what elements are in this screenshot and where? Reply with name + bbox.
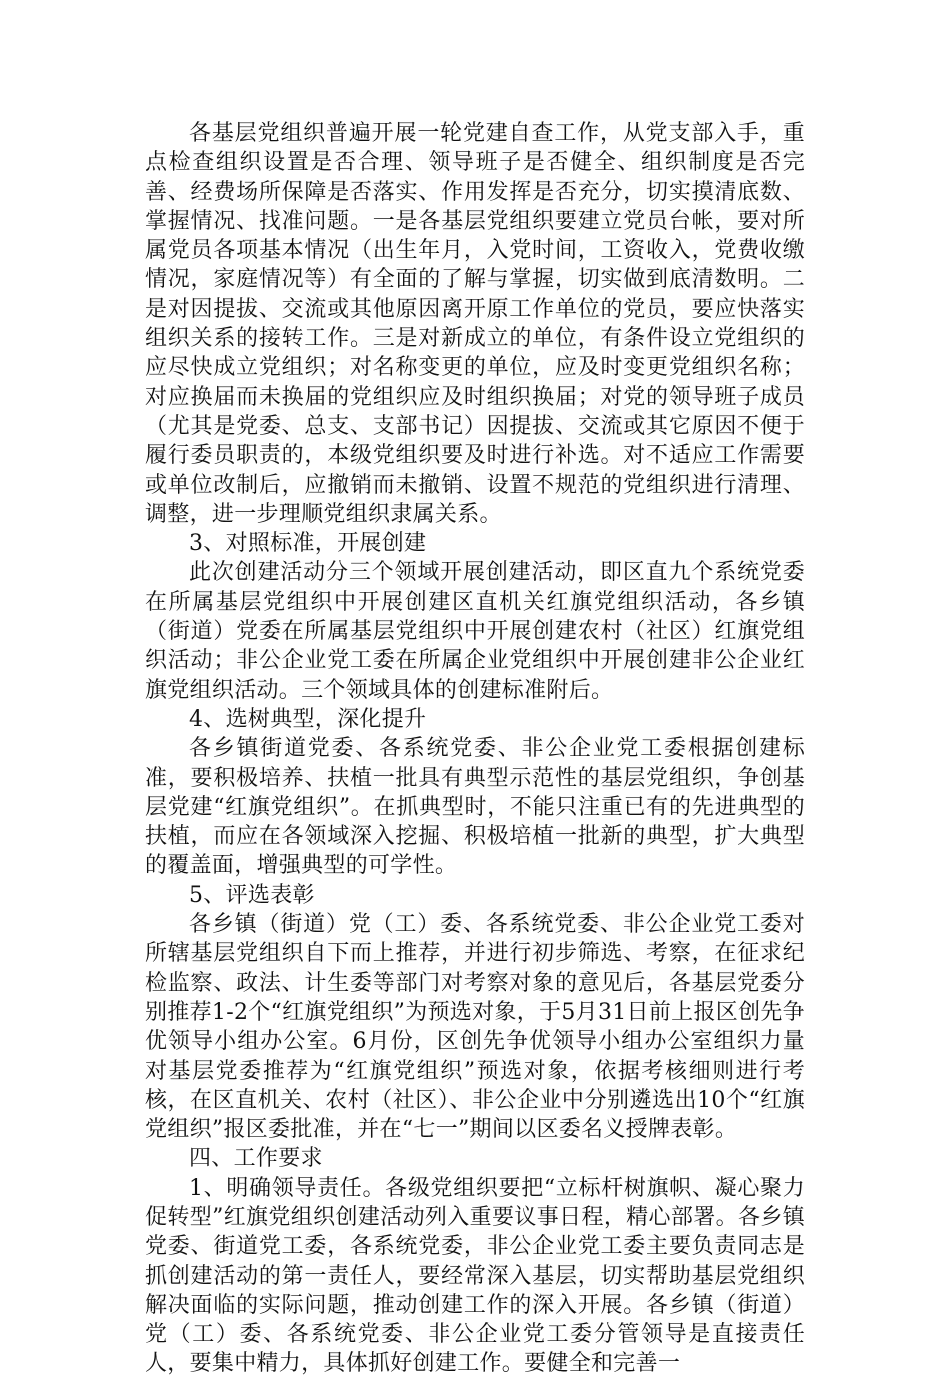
paragraph-creation-activities: 此次创建活动分三个领域开展创建活动，即区直九个系统党委在所属基层党组织中开展创建区直机关红旗党组织活动，各乡镇（街道）党委在所属基层党组织中开展创建农村（社区）红旗党组织活动；非公企业党工委在所属企业党组织中开展创建非公企业红旗党组织活动。三个领域具体的创建标准附后。 — [145, 560, 805, 703]
heading-selection-awards: 5、评选表彰 — [189, 882, 315, 908]
paragraph-self-inspection: 各基层党组织普遍开展一轮党建自查工作，从党支部入手，重点检查组织设置是否合理、领导班子是否健全、组织制度是否完善、经费场所保障是否落实、作用发挥是否充分，切实摸清底数、掌握情况、找准问题。一是各基层党组织要建立党员台帐，要对所属党员各项基本情况（出生年月，入党时间，工资收入，党费收缴情况，家庭情况等）有全面的了解与掌握，切实做到底清数明。二是对因提拔、交流或其他原因离开原工作单位的党员，要应快落实组织关系的接转工作。三是对新成立的单位，有条件设立党组织的应尽快成立党组织；对名称变更的单位，应及时变更党组织名称；对应换届而未换届的党组织应及时组织换届；对党的领导班子成员（尤其是党委、总支、支部书记）因提拔、交流或其它原因不便于履行委员职责的，本级党组织要及时进行补选。对不适应工作需要或单位改制后，应撤销而未撤销、设置不规范的党组织进行清理、调整，进一步理顺党组织隶属关系。 — [145, 121, 805, 527]
paragraph-recommendation-process: 各乡镇（街道）党（工）委、各系统党委、非公企业党工委对所辖基层党组织自下而上推荐，并进行初步筛选、考察，在征求纪检监察、政法、计生委等部门对考察对象的意见后，各基层党委分别推荐1-2个“红旗党组织”为预选对象，于5月31日前上报区创先争优领导小组办公室。6月份，区创先争优领导小组办公室组织力量对基层党委推荐为“红旗党组织”预选对象，依据考核细则进行考核，在区直机关、农村（社区）、非公企业中分别遴选出10个“红旗党组织”报区委批准，并在“七一”期间以区委名义授牌表彰。 — [145, 912, 805, 1143]
heading-compare-standards: 3、对照标准，开展创建 — [189, 531, 427, 557]
heading-work-requirements: 四、工作要求 — [189, 1146, 323, 1172]
document-page — [145, 119, 805, 1379]
paragraph-leadership-responsibility: 1、明确领导责任。各级党组织要把“立标杆树旗帜、凝心聚力促转型”红旗党组织创建活动列入重要议事日程，精心部署。各乡镇党委、街道党工委，各系统党委，非公企业党工委主要负责同志是抓创建活动的第一责任人，要经常深入基层，切实帮助基层党组织解决面临的实际问题，推动创建工作的深入开展。各乡镇（街道）党（工）委、各系统党委、非公企业党工委分管领导是直接责任人，要集中精力，具体抓好创建工作。要健全和完善一 — [145, 1175, 805, 1377]
heading-select-models: 4、选树典型，深化提升 — [189, 706, 427, 732]
paragraph-typical-models: 各乡镇街道党委、各系统党委、非公企业党工委根据创建标准，要积极培养、扶植一批具有典型示范性的基层党组织，争创基层党建“红旗党组织”。在抓典型时，不能只注重已有的先进典型的扶植，而应在各领域深入挖掘、积极培植一批新的典型，扩大典型的覆盖面，增强典型的可学性。 — [145, 736, 805, 879]
